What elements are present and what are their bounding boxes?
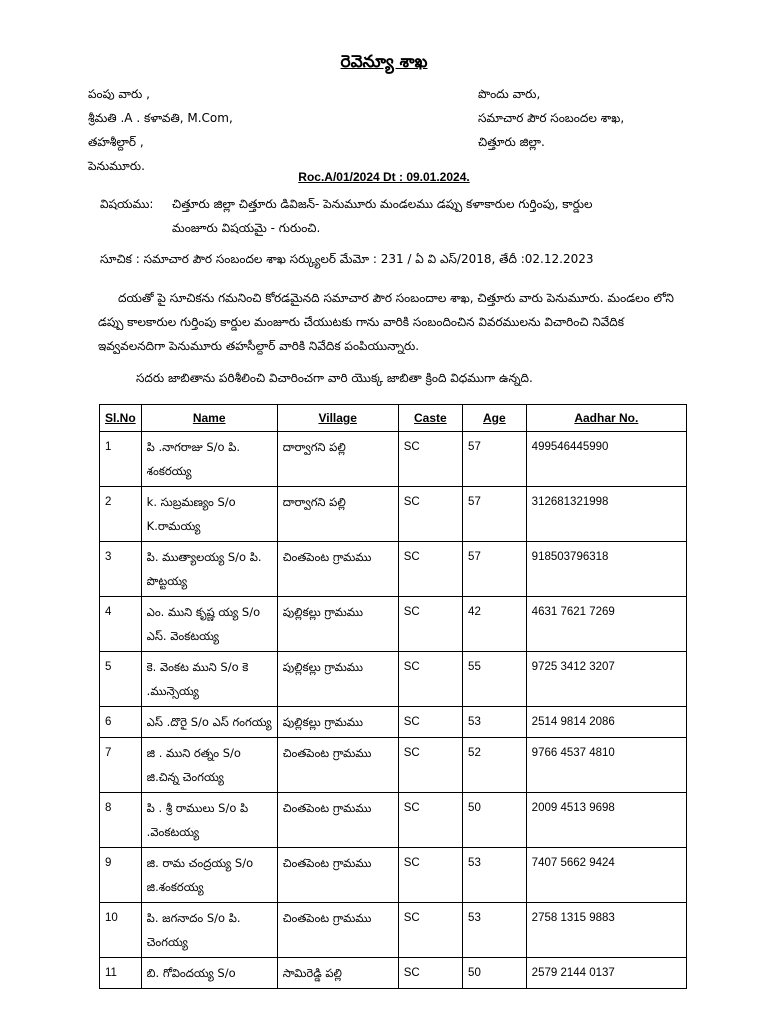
recipient-block <box>478 82 624 154</box>
cell-age: 42 <box>463 597 527 652</box>
reference-line: సూచిక : సమాచార పౌర సంబందల శాఖ సర్క్యులర్ మేమో : 231 / ఏ వి ఎస్/2018, తేదీ :02.12.2023 <box>100 252 594 266</box>
cell-village: సామిరెడ్డి పల్లి <box>277 958 398 989</box>
cell-age: 53 <box>463 848 527 903</box>
cell-name: జి . ముని రత్నం S/o జి.చిన్న చెంగయ్య <box>141 738 277 793</box>
cell-slno: 7 <box>100 738 142 793</box>
cell-name: కె. వెంకట ముని S/o కె .మున్సెయ్య <box>141 652 277 707</box>
subject-line: చిత్తూరు జిల్లా చిత్తూరు డివిజన్- పెనుమూరు మండలము డప్పు కళాకారుల గుర్తింపు, కార్డుల <box>172 197 593 211</box>
cell-aadhar: 312681321998 <box>526 487 686 542</box>
table-row <box>100 958 687 989</box>
cell-age: 55 <box>463 652 527 707</box>
table-row <box>100 707 687 738</box>
header-village: Village <box>277 405 398 432</box>
cell-caste: SC <box>398 707 462 738</box>
table-row <box>100 432 687 487</box>
cell-aadhar: 2514 9814 2086 <box>526 707 686 738</box>
cell-caste: SC <box>398 848 462 903</box>
cell-age: 53 <box>463 903 527 958</box>
cell-aadhar: 2758 1315 9883 <box>526 903 686 958</box>
cell-age: 57 <box>463 542 527 597</box>
cell-caste: SC <box>398 542 462 597</box>
cell-slno: 2 <box>100 487 142 542</box>
cell-name: పి. ముత్యాలయ్య S/o పి. పొట్టయ్య <box>141 542 277 597</box>
cell-village: చింతపెంట గ్రామము <box>277 542 398 597</box>
recipient-line: సమాచార పౌర సంబందల శాఖ, <box>478 111 625 125</box>
cell-slno: 11 <box>100 958 142 989</box>
cell-caste: SC <box>398 597 462 652</box>
sender-line: తహశీల్దార్ , <box>88 135 144 149</box>
cell-slno: 3 <box>100 542 142 597</box>
header-name: Name <box>141 405 277 432</box>
table-header-row <box>100 405 687 432</box>
cell-caste: SC <box>398 487 462 542</box>
cell-name: పి .నాగరాజు S/o పి. శంకరయ్య <box>141 432 277 487</box>
subject-label: విషయము: <box>100 197 154 211</box>
cell-slno: 9 <box>100 848 142 903</box>
cell-village: పుల్లికల్లు గ్రామము <box>277 597 398 652</box>
table-intro: సదరు జాబితాను పరిశీలించి విచారించగా వారి యొక్క జాబితా క్రింది విధముగా ఉన్నది. <box>136 371 533 385</box>
table-row <box>100 652 687 707</box>
table-row <box>100 487 687 542</box>
cell-aadhar: 499546445990 <box>526 432 686 487</box>
cell-village: దార్వాగని పల్లి <box>277 487 398 542</box>
cell-caste: SC <box>398 652 462 707</box>
cell-slno: 5 <box>100 652 142 707</box>
cell-age: 50 <box>463 793 527 848</box>
cell-slno: 1 <box>100 432 142 487</box>
cell-age: 53 <box>463 707 527 738</box>
header-age: Age <box>463 405 527 432</box>
cell-name: పి . శ్రీ రాములు S/o పి .వెంకటయ్య <box>141 793 277 848</box>
cell-aadhar: 4631 7621 7269 <box>526 597 686 652</box>
cell-caste: SC <box>398 903 462 958</box>
cell-name: k. సుబ్రమణ్యం S/o K.రామయ్య <box>141 487 277 542</box>
subject-line: మంజూరు విషయమై - గురుంచి. <box>172 221 321 235</box>
cell-aadhar: 2009 4513 9698 <box>526 793 686 848</box>
header-slno: Sl.No <box>100 405 142 432</box>
page-title: రెవెన్యూ శాఖ <box>340 52 428 72</box>
cell-village: చింతపెంట గ్రామము <box>277 738 398 793</box>
cell-slno: 4 <box>100 597 142 652</box>
cell-caste: SC <box>398 958 462 989</box>
cell-caste: SC <box>398 432 462 487</box>
table-row <box>100 793 687 848</box>
cell-slno: 8 <box>100 793 142 848</box>
sender-line: శ్రీమతి .A . కళావతి, M.Com, <box>88 111 233 125</box>
table-row <box>100 848 687 903</box>
cell-village: చింతపెంట గ్రామము <box>277 848 398 903</box>
recipient-line: చిత్తూరు జిల్లా. <box>478 135 545 149</box>
table-body <box>100 432 687 989</box>
sender-line: పంపు వారు , <box>88 87 150 101</box>
table-row <box>100 597 687 652</box>
sender-line: పెనుమూరు. <box>88 159 145 173</box>
body-paragraph: దయతో పై సూచికను గమనించి కోరడమైనది సమాచార పౌర సంబందాల శాఖ, చిత్తూరు వారు పెనుమూరు. మండలం లోని డప్పు కాలకారుల గుర్తింపు కార్డుల మంజూరు చేయుటకు గాను వారికి సంబందించిన వివరములను విచారించి నివేదిక ఇవ్వవలనదిగా పెనుమూరు తహసీల్దార్ వారికి నివేదిక పంపియున్నారు. <box>98 291 674 353</box>
cell-aadhar: 9725 3412 3207 <box>526 652 686 707</box>
cell-name: ఎస్ .దొరై S/o ఎస్ గంగయ్య <box>141 707 277 738</box>
cell-slno: 6 <box>100 707 142 738</box>
cell-aadhar: 2579 2144 0137 <box>526 958 686 989</box>
cell-village: పుల్లికల్లు గ్రామము <box>277 707 398 738</box>
cell-name: పి. జగనాదం S/o పి. చెంగయ్య <box>141 903 277 958</box>
cell-slno: 10 <box>100 903 142 958</box>
reference-number: Roc.A/01/2024 Dt : 09.01.2024. <box>298 170 470 184</box>
recipient-line: పొందు వారు, <box>478 87 541 101</box>
header-aadhar: Aadhar No. <box>526 405 686 432</box>
cell-aadhar: 918503796318 <box>526 542 686 597</box>
cell-caste: SC <box>398 793 462 848</box>
cell-village: చింతపెంట గ్రామము <box>277 903 398 958</box>
cell-village: దార్వాగని పల్లి <box>277 432 398 487</box>
table-row <box>100 903 687 958</box>
cell-village: చింతపెంట గ్రామము <box>277 793 398 848</box>
cell-name: బి. గోవిందయ్య S/o <box>141 958 277 989</box>
cell-caste: SC <box>398 738 462 793</box>
cell-age: 50 <box>463 958 527 989</box>
cell-age: 57 <box>463 487 527 542</box>
cell-aadhar: 9766 4537 4810 <box>526 738 686 793</box>
table-row <box>100 542 687 597</box>
cell-name: ఎం. ముని కృష్ణ య్య S/o ఎస్. వెంకటయ్య <box>141 597 277 652</box>
header-caste: Caste <box>398 405 462 432</box>
cell-village: పుల్లికల్లు గ్రామము <box>277 652 398 707</box>
table-row <box>100 738 687 793</box>
artist-table <box>99 404 687 989</box>
cell-age: 52 <box>463 738 527 793</box>
sender-block <box>88 82 233 178</box>
cell-aadhar: 7407 5662 9424 <box>526 848 686 903</box>
cell-age: 57 <box>463 432 527 487</box>
subject-text <box>172 192 712 240</box>
cell-name: జి. రామ చంద్రయ్య S/o జి.శంకరయ్య <box>141 848 277 903</box>
